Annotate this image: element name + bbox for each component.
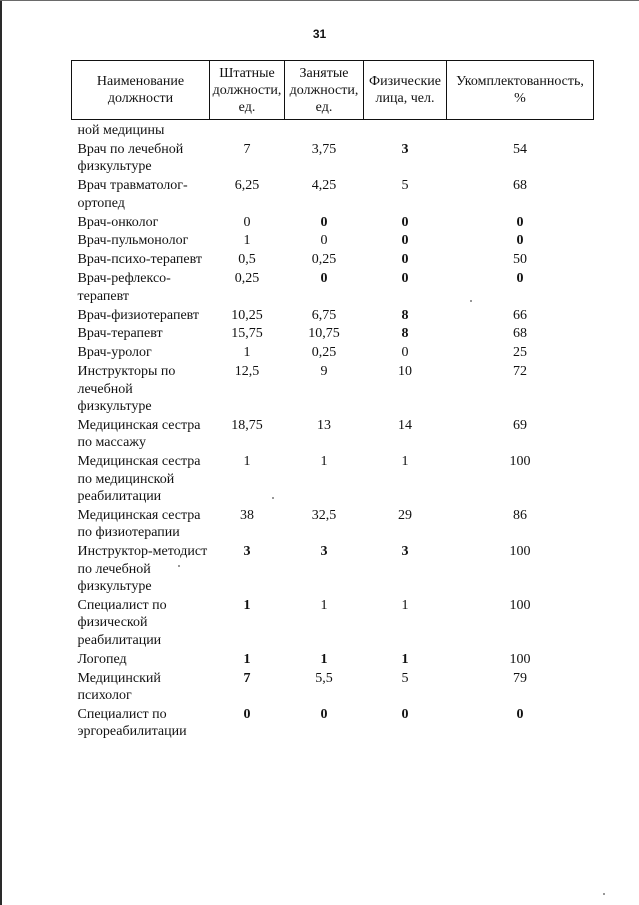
row-persons: 0 <box>401 271 409 287</box>
row-persons: 0 <box>401 214 409 230</box>
row-staffing: 68 <box>513 326 527 342</box>
scan-speck <box>272 497 274 499</box>
scan-speck <box>470 300 472 302</box>
row-persons: 29 <box>398 508 412 524</box>
row-persons: 5 <box>401 670 409 686</box>
row-staffing: 54 <box>513 141 527 157</box>
row-staffing: 86 <box>513 508 527 524</box>
row-staffing: 79 <box>513 670 527 686</box>
row-persons: 14 <box>398 418 412 433</box>
row-name: Медицинская сестра по медицинской реабилитации <box>77 454 201 505</box>
table-row <box>72 307 594 326</box>
table-row <box>72 670 594 706</box>
row-staffing: 72 <box>513 364 527 380</box>
table-row <box>72 232 594 251</box>
row-staffing: 0 <box>516 233 524 249</box>
row-staffing: 0 <box>516 214 524 230</box>
row-name: Врач-пульмонолог <box>77 233 189 249</box>
row-staff: 7 <box>243 670 251 686</box>
row-staff: 7 <box>243 141 251 157</box>
row-occupied: 3,75 <box>311 141 337 157</box>
row-occupied: 1 <box>320 598 328 614</box>
row-name: Инструкторы по лечебной физкультуре <box>77 364 176 415</box>
continued-row <box>72 120 594 141</box>
row-persons: 1 <box>401 454 409 470</box>
row-name: Инструктор-методист по лечебной физкультуре <box>77 544 208 595</box>
row-name: Врач-психо-терапевт <box>77 252 202 268</box>
row-persons: 0 <box>401 233 409 249</box>
scan-top-edge <box>0 0 639 1</box>
table-row <box>72 177 594 213</box>
row-persons: 1 <box>401 598 409 614</box>
row-occupied: 10,75 <box>308 326 340 342</box>
row-persons: 10 <box>398 364 412 380</box>
table-row <box>72 706 594 742</box>
row-name: Медицинская сестра по массажу <box>77 418 201 451</box>
row-occupied: 4,25 <box>311 178 337 194</box>
row-name: Врач-физиотерапевт <box>77 307 200 323</box>
row-occupied: 9 <box>320 364 328 380</box>
row-staff: 6,25 <box>234 178 260 194</box>
staffing-table <box>71 60 594 742</box>
table-row <box>72 214 594 233</box>
table-row <box>72 417 594 453</box>
table-row <box>72 597 594 651</box>
row-staff: 38 <box>240 508 254 524</box>
row-occupied: 13 <box>317 418 331 433</box>
row-staffing: 100 <box>509 598 531 614</box>
row-name: Врач-онколог <box>77 214 159 230</box>
table-row <box>72 543 594 597</box>
table-row <box>72 363 594 417</box>
row-persons: 0 <box>401 345 409 361</box>
row-persons: 0 <box>401 252 409 268</box>
row-staff: 0,25 <box>234 271 260 287</box>
row-staffing: 0 <box>516 271 524 287</box>
row-persons: 5 <box>401 178 409 194</box>
row-staffing: 100 <box>509 544 531 560</box>
table-row <box>72 651 594 670</box>
row-occupied: 0 <box>320 707 328 722</box>
header-staff-units: Штатные должности, ед. <box>210 61 285 120</box>
row-name: Врач-терапевт <box>77 326 163 342</box>
row-occupied: 0 <box>320 271 328 287</box>
row-staffing: 100 <box>509 454 531 470</box>
table-row <box>72 453 594 507</box>
row-persons: 3 <box>401 544 409 560</box>
scan-speck <box>178 565 180 567</box>
row-persons: 8 <box>401 326 409 342</box>
row-staff: 1 <box>243 233 251 249</box>
table-row <box>72 344 594 363</box>
row-name: Логопед <box>77 651 127 667</box>
row-persons: 1 <box>401 651 409 667</box>
row-name: Специалист по физической реабилитации <box>77 598 167 648</box>
row-name: Медицинский психолог <box>77 670 161 704</box>
row-name: Врач-рефлексо-терапевт <box>77 271 171 304</box>
table-row <box>72 251 594 270</box>
table-row <box>72 141 594 177</box>
row-occupied: 3 <box>320 544 328 560</box>
row-staff: 1 <box>243 598 251 614</box>
row-staff: 0 <box>243 707 251 722</box>
row-name: Врач по лечебной физкультуре <box>77 141 184 175</box>
row-occupied: 0 <box>320 233 328 249</box>
row-occupied: 1 <box>320 651 328 667</box>
row-name: Врач травматолог-ортопед <box>77 178 188 211</box>
row-staff: 1 <box>243 345 251 361</box>
row-staffing: 69 <box>513 418 527 433</box>
row-persons: 3 <box>401 141 409 157</box>
row-name: Медицинская сестра по физиотерапии <box>77 508 201 541</box>
row-staffing: 25 <box>513 345 527 361</box>
row-staffing: 0 <box>516 707 524 722</box>
row-staff: 0 <box>243 214 251 230</box>
row-persons: 8 <box>401 307 409 323</box>
row-name: Врач-уролог <box>77 345 152 361</box>
row-occupied: 6,75 <box>311 307 337 323</box>
row-name: Специалист по эргореабилитации <box>77 707 187 740</box>
scan-left-edge <box>0 0 2 905</box>
continued-row-name: ной медицины <box>77 123 165 138</box>
header-name: Наименование должности <box>72 61 210 120</box>
page-number: 31 <box>312 27 327 41</box>
row-staffing: 66 <box>513 307 527 323</box>
row-staff: 1 <box>243 651 251 667</box>
row-persons: 0 <box>401 707 409 722</box>
header-occupied: Занятые должности, ед. <box>285 61 364 120</box>
row-occupied: 32,5 <box>311 508 337 524</box>
table-row <box>72 507 594 543</box>
table-row <box>72 270 594 306</box>
row-staffing: 50 <box>513 252 527 268</box>
scan-speck <box>603 893 605 895</box>
row-staff: 18,75 <box>231 418 263 433</box>
row-staff: 3 <box>243 544 251 560</box>
header-staffing: Укомплектованность, % <box>447 61 594 120</box>
table-row <box>72 325 594 344</box>
row-staff: 15,75 <box>231 326 263 342</box>
row-staffing: 100 <box>509 651 531 667</box>
row-occupied: 0 <box>320 214 328 230</box>
row-occupied: 5,5 <box>315 670 333 686</box>
header-persons: Физические лица, чел. <box>364 61 447 120</box>
row-occupied: 0,25 <box>311 345 337 361</box>
row-occupied: 1 <box>320 454 328 470</box>
row-staff: 12,5 <box>234 364 260 380</box>
row-staffing: 68 <box>513 178 527 194</box>
row-occupied: 0,25 <box>311 252 337 268</box>
row-staff: 1 <box>243 454 251 470</box>
row-staff: 10,25 <box>231 307 263 323</box>
row-staff: 0,5 <box>238 252 256 268</box>
table-header-row <box>72 61 594 120</box>
